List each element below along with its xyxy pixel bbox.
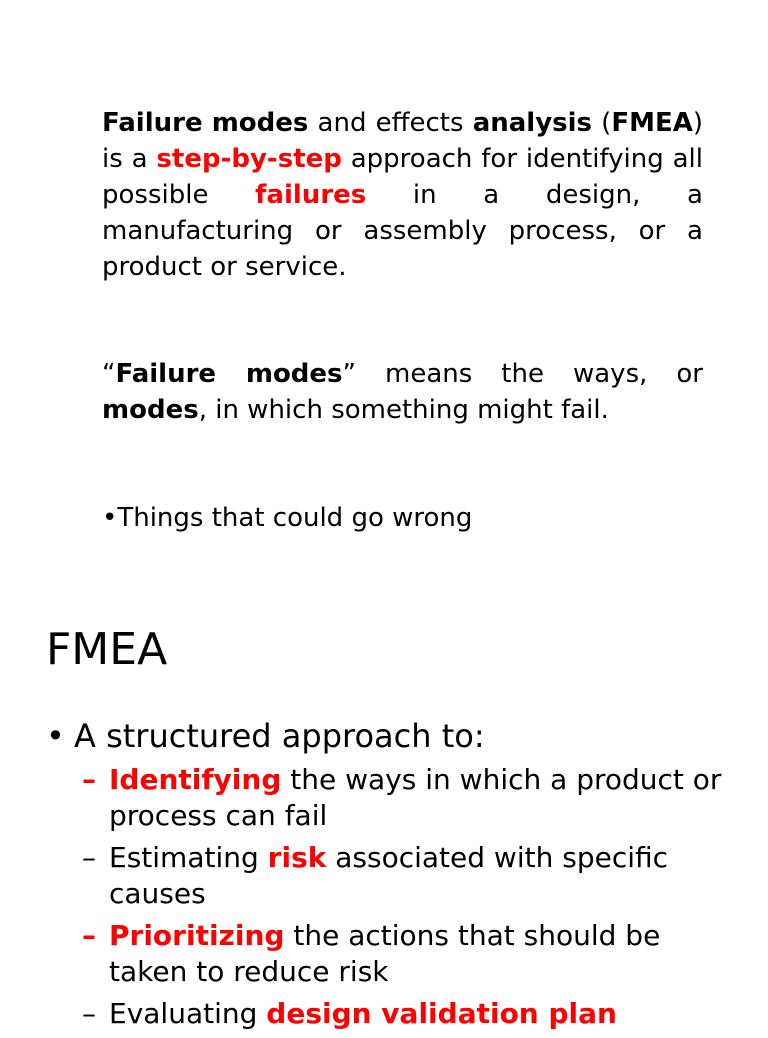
- term-failure: Failure: [102, 108, 203, 138]
- sub-item-text: associated with specific causes: [109, 841, 669, 910]
- text-open-paren: (: [592, 108, 612, 138]
- sub-item-estimating: [82, 840, 722, 912]
- sub-item-pre: Evaluating: [109, 997, 267, 1030]
- highlight-identifying: Identifying: [109, 763, 282, 796]
- text-means-the-ways: ” means the ways, or: [342, 359, 703, 389]
- bullet-text: A structured approach to:: [74, 717, 485, 755]
- term-fmea: FMEA: [611, 108, 693, 138]
- text-approach: approach for identifying all possible: [102, 144, 703, 210]
- sub-bullet-list: [82, 762, 722, 1038]
- text-and-effects: and effects: [308, 108, 473, 138]
- sub-item-pre: Estimating: [109, 841, 268, 874]
- dash-mark: –: [82, 841, 96, 874]
- highlight-failures: failures: [255, 180, 367, 210]
- text-is-a: ) is a: [102, 108, 703, 174]
- term-failure-modes: Failure modes: [115, 359, 343, 389]
- things-wrong-line: •Things that could go wrong: [102, 503, 473, 533]
- sub-item-prioritizing: [82, 918, 722, 990]
- term-modes-2: modes: [102, 395, 199, 425]
- highlight-step-by-step: step-by-step: [156, 144, 342, 174]
- dash-mark: –: [82, 763, 96, 796]
- bullet-mark: •: [46, 717, 65, 755]
- fmea-definition-paragraph: [102, 105, 703, 285]
- term-modes: modes: [211, 108, 309, 138]
- sub-item-identifying: [82, 762, 722, 834]
- failure-modes-paragraph: [102, 356, 703, 428]
- highlight-design-validation-plan: design validation plan: [266, 997, 617, 1030]
- sub-item-text: the ways in which a product or process can fail: [109, 763, 722, 832]
- highlight-risk: risk: [267, 841, 327, 874]
- text-might-fail: , in which something might fail.: [198, 395, 609, 425]
- term-analysis: analysis: [472, 108, 593, 138]
- dash-mark: –: [82, 919, 96, 952]
- sub-item-evaluating: [82, 996, 722, 1032]
- slide-title: FMEA: [46, 624, 168, 675]
- highlight-prioritizing: Prioritizing: [109, 919, 285, 952]
- bullet-structured-approach: [46, 716, 485, 756]
- dash-mark: –: [82, 997, 96, 1030]
- sub-item-text: the actions that should be taken to reduce risk: [109, 919, 661, 988]
- text-in-a-design: in a design, a manufacturing or assembly process, or a product or service.: [102, 180, 703, 282]
- open-quote: “: [102, 359, 116, 389]
